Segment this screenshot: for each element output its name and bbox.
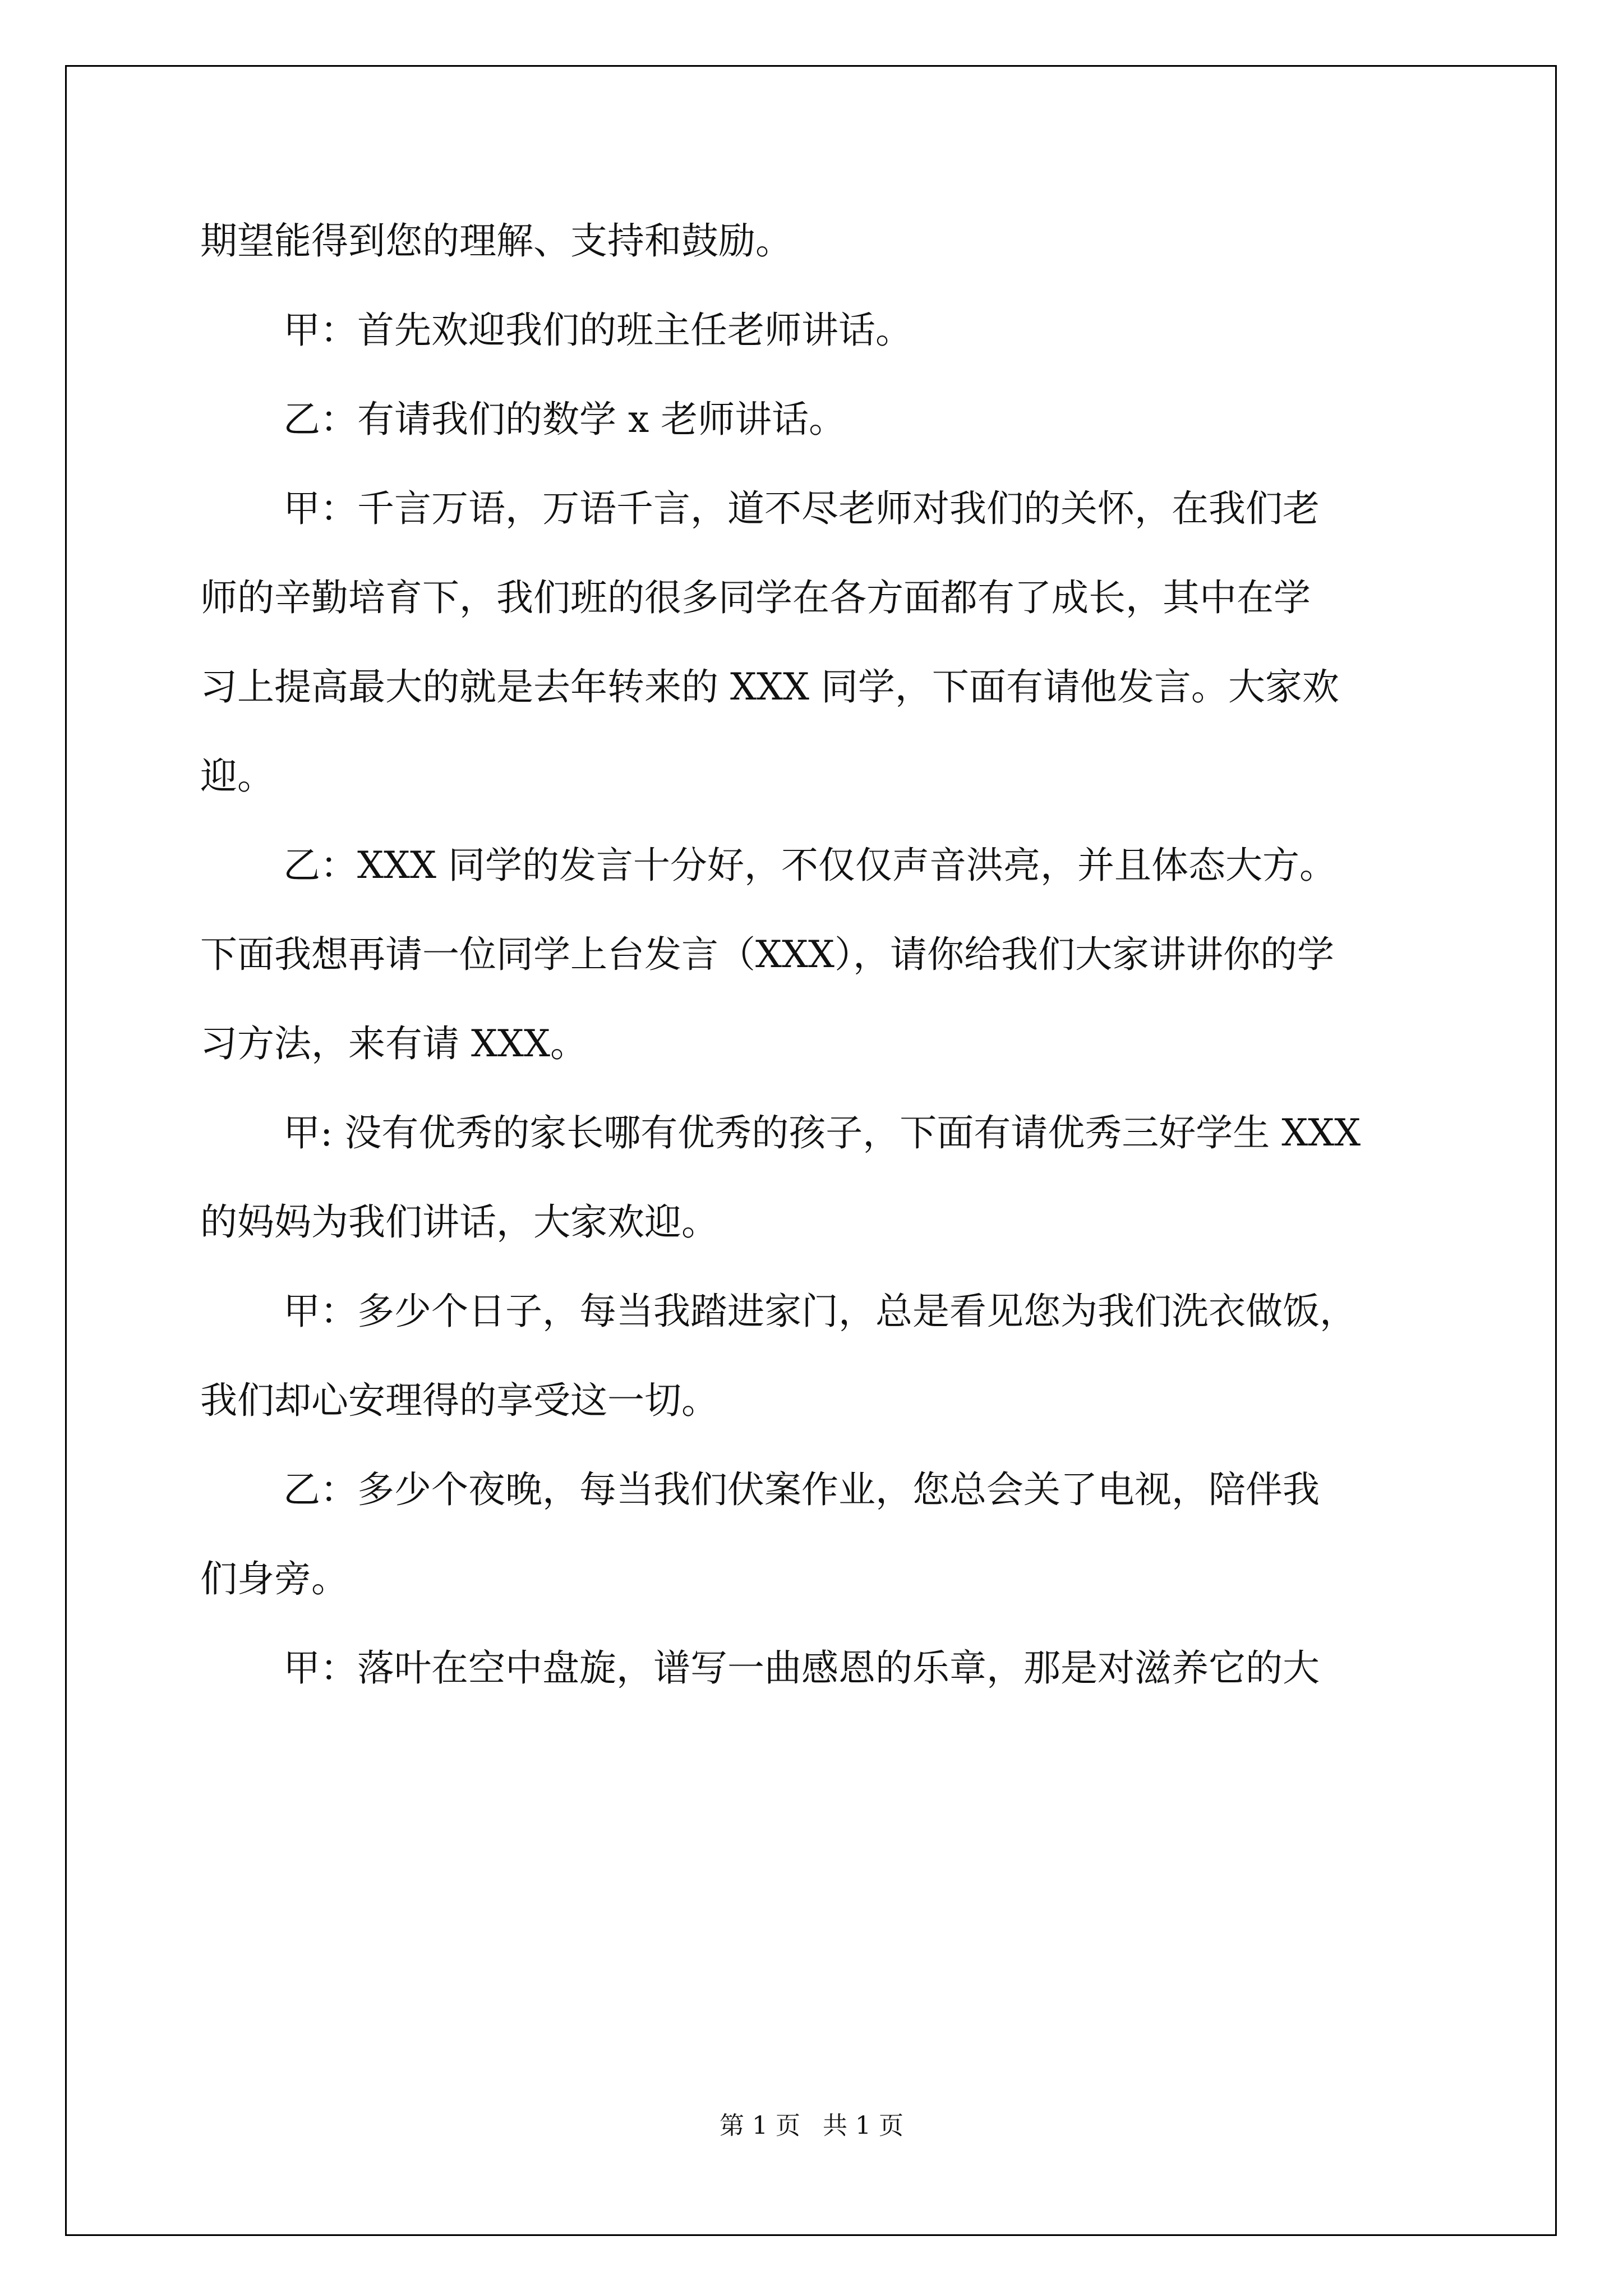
text-line: 甲: 没有优秀的家长哪有优秀的孩子，下面有请优秀三好学生 XXX bbox=[283, 1111, 1361, 1154]
text-line: 乙：XXX 同学的发言十分好，不仅仅声音洪亮，并且体态大方。 bbox=[283, 844, 1336, 887]
text-line: 甲：落叶在空中盘旋，谱写一曲感恩的乐章，那是对滋养它的大 bbox=[283, 1646, 1320, 1690]
page-total: 共 1 页 bbox=[823, 2111, 903, 2140]
page-number: 第 1 页 bbox=[720, 2111, 800, 2140]
text-line: 乙：多少个夜晚，每当我们伏案作业，您总会关了电视，陪伴我 bbox=[283, 1468, 1320, 1511]
text-line: 习方法，来有请 XXX。 bbox=[200, 1022, 587, 1065]
text-line: 甲：多少个日子，每当我踏进家门，总是看见您为我们洗衣做饭， bbox=[283, 1290, 1357, 1333]
text-line: 迎。 bbox=[200, 754, 274, 798]
text-line: 的妈妈为我们讲话，大家欢迎。 bbox=[200, 1200, 718, 1244]
text-line: 习上提高最大的就是去年转来的 XXX 同学，下面有请他发言。大家欢 bbox=[200, 665, 1339, 708]
text-line: 乙：有请我们的数学 x 老师讲话。 bbox=[283, 398, 846, 441]
text-line: 甲：首先欢迎我们的班主任老师讲话。 bbox=[283, 309, 912, 352]
text-line: 们身旁。 bbox=[200, 1557, 348, 1600]
text-line: 师的辛勤培育下，我们班的很多同学在各方面都有了成长，其中在学 bbox=[200, 576, 1311, 619]
text-line: 我们却心安理得的享受这一切。 bbox=[200, 1379, 718, 1422]
text-line: 甲：千言万语，万语千言，道不尽老师对我们的关怀，在我们老 bbox=[283, 487, 1320, 530]
text-line: 期望能得到您的理解、支持和鼓励。 bbox=[200, 219, 792, 263]
document-body bbox=[200, 219, 1456, 1735]
page-footer bbox=[0, 2105, 1623, 2141]
text-line: 下面我想再请一位同学上台发言（XXX），请你给我们大家讲讲你的学 bbox=[200, 933, 1334, 976]
